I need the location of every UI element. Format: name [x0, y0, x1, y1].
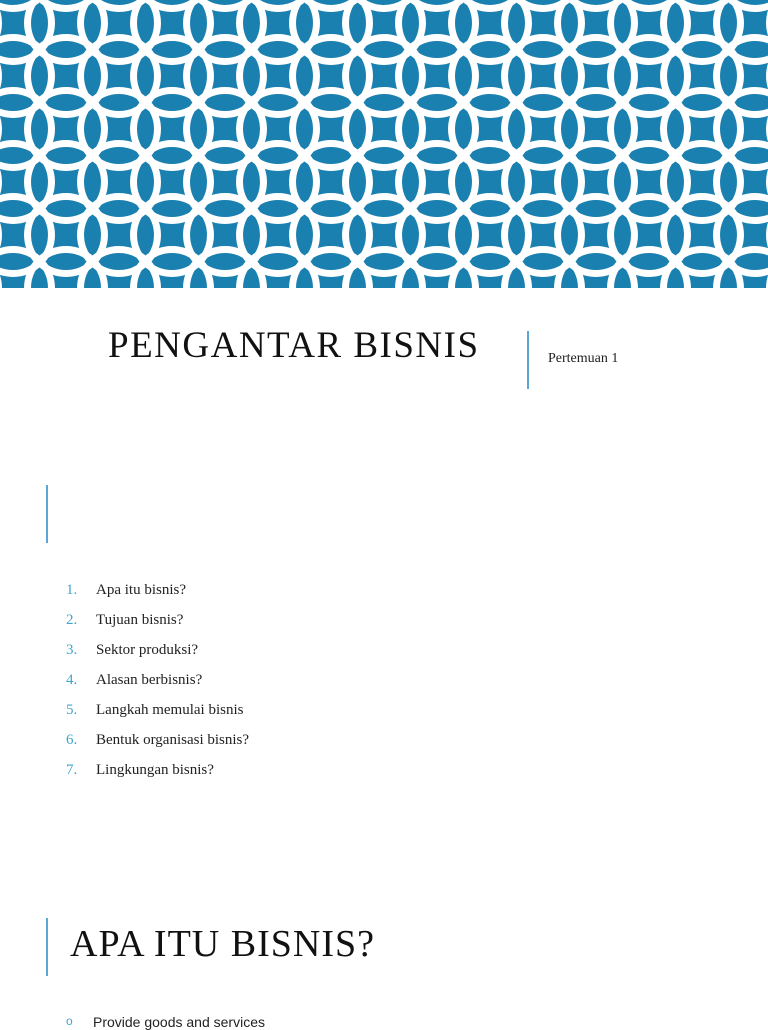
- list-item: [66, 697, 249, 727]
- list-number: 1.: [66, 582, 78, 598]
- agenda-accent-bar: [46, 485, 48, 543]
- list-item: [66, 667, 249, 697]
- list-item: [66, 577, 249, 607]
- section2-accent-bar: [46, 918, 48, 976]
- list-text: Alasan berbisnis?: [96, 672, 203, 688]
- pattern-banner: [0, 0, 768, 288]
- title-section: [0, 288, 768, 438]
- interlocking-circle-pattern-icon: [0, 0, 768, 288]
- list-number: 4.: [66, 672, 78, 688]
- list-item: [66, 607, 249, 637]
- list-text: Langkah memulai bisnis: [96, 702, 244, 718]
- list-text: Lingkungan bisnis?: [96, 762, 214, 778]
- list-text: Provide goods and services: [93, 1014, 265, 1030]
- list-number: 5.: [66, 702, 78, 718]
- agenda-list: [66, 577, 249, 787]
- list-text: Tujuan bisnis?: [96, 612, 184, 628]
- list-number: 7.: [66, 762, 78, 778]
- list-number: 2.: [66, 612, 78, 628]
- list-text: Bentuk organisasi bisnis?: [96, 732, 250, 748]
- list-number: 6.: [66, 732, 78, 748]
- title-divider: [527, 331, 529, 389]
- list-item: [66, 757, 249, 787]
- bullet-icon: o: [66, 1014, 73, 1028]
- list-text: Apa itu bisnis?: [96, 582, 186, 598]
- list-number: 3.: [66, 642, 78, 658]
- list-text: Sektor produksi?: [96, 642, 199, 658]
- list-item: [66, 1014, 265, 1030]
- list-item: [66, 727, 249, 757]
- list-item: [66, 637, 249, 667]
- subtitle: Pertemuan 1: [548, 351, 619, 366]
- section-title: APA ITU BISNIS?: [70, 923, 375, 965]
- page-title: PENGANTAR BISNIS: [108, 325, 480, 366]
